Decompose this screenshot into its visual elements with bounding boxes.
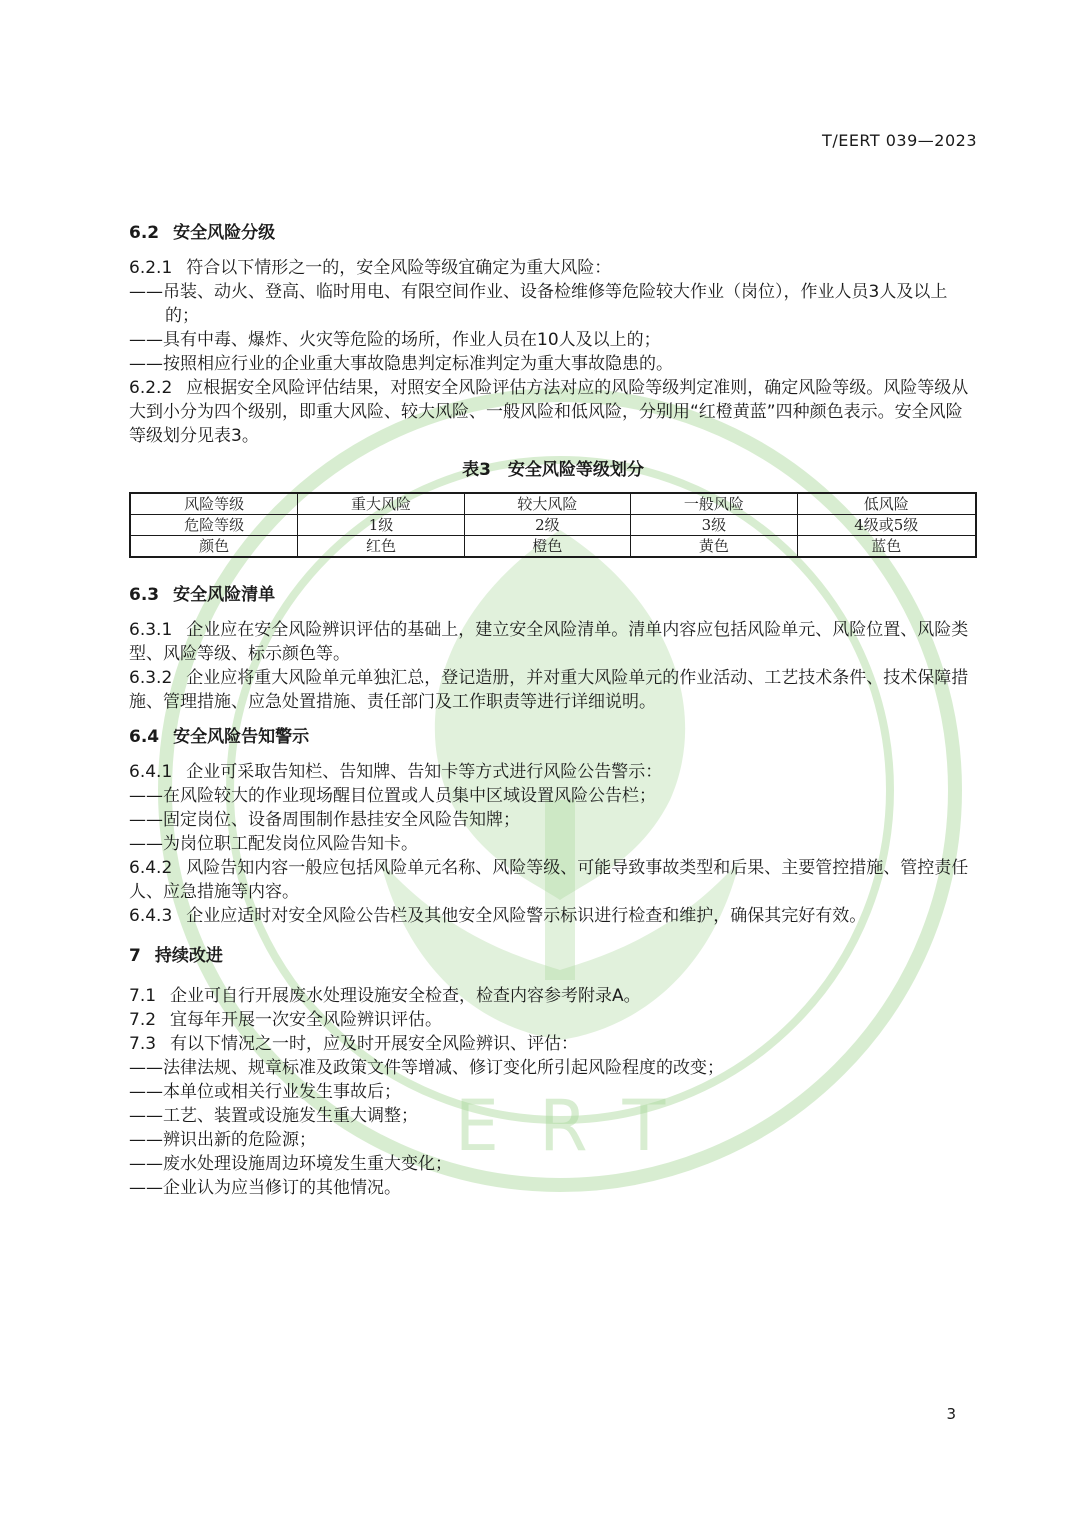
- table-row-header: 颜色: [130, 536, 298, 558]
- clause-7-3: [129, 1032, 977, 1056]
- table-row: [130, 536, 976, 558]
- clause-text: 企业可采取告知栏、告知牌、告知卡等方式进行风险公告警示：: [186, 762, 663, 782]
- clause-text: 应根据安全风险评估结果，对照安全风险评估方法对应的风险等级判定准则，确定风险等级。风险等级从大到小分为四个级别，即重大风险、较大风险、一般风险和低风险，分别用“红橙黄蓝”四种颜色表示。安全风险等级划分见表3。: [129, 378, 969, 446]
- clause-text: 企业应适时对安全风险公告栏及其他安全风险警示标识进行检查和维护，确保其完好有效。: [186, 906, 867, 926]
- section-title: 安全风险分级: [173, 223, 276, 243]
- list-item: ——企业认为应当修订的其他情况。: [129, 1178, 401, 1198]
- table-cell: 重大风险: [298, 493, 464, 515]
- table-cell: 橙色: [464, 536, 630, 558]
- risk-level-table: [129, 492, 977, 558]
- list-item: ——固定岗位、设备周围制作悬挂安全风险告知牌；: [129, 810, 520, 830]
- clause-number: 6.2.2: [129, 378, 173, 398]
- table-cell: 较大风险: [464, 493, 630, 515]
- document-number: T/EERT 039—2023: [822, 131, 977, 150]
- table-row-header: 风险等级: [130, 493, 298, 515]
- section-number: 6.3: [129, 585, 160, 605]
- list-item: ——具有中毒、爆炸、火灾等危险的场所，作业人员在10人及以上的；: [129, 330, 661, 350]
- section-number: 6.2: [129, 223, 160, 243]
- section-title: 安全风险告知警示: [173, 727, 310, 747]
- clause-number: 6.2.1: [129, 258, 173, 278]
- table-row: [130, 515, 976, 536]
- table-cell: 红色: [298, 536, 464, 558]
- list-item: ——为岗位职工配发岗位风险告知卡。: [129, 834, 418, 854]
- list-item: ——法律法规、规章标准及政策文件等增减、修订变化所引起风险程度的改变；: [129, 1058, 724, 1078]
- section-number: 7: [129, 946, 141, 966]
- table-cell: 黄色: [631, 536, 797, 558]
- list-item: ——工艺、装置或设施发生重大调整；: [129, 1106, 418, 1126]
- clause-number: 7.1: [129, 986, 157, 1006]
- list-item: ——按照相应行业的企业重大事故隐患判定标准判定为重大事故隐患的。: [129, 354, 673, 374]
- clause-6-4-2: [129, 856, 977, 904]
- table-caption: 表3 安全风险等级划分: [462, 460, 644, 480]
- clause-7-2: [129, 1008, 977, 1032]
- table-row-header: 危险等级: [130, 515, 298, 536]
- clause-7-1: [129, 984, 977, 1008]
- page-body: [129, 217, 977, 1200]
- table-cell: 1级: [298, 515, 464, 536]
- clause-number: 6.4.3: [129, 906, 173, 926]
- page-number: 3: [946, 1405, 956, 1423]
- section-6-3-heading: [129, 581, 977, 609]
- table-cell: 蓝色: [797, 536, 976, 558]
- table-cell: 4级或5级: [797, 515, 976, 536]
- clause-number: 7.2: [129, 1010, 157, 1030]
- table-cell: 低风险: [797, 493, 976, 515]
- clause-6-3-2: [129, 666, 977, 714]
- clause-6-2-2: [129, 376, 977, 448]
- clause-text: 符合以下情形之一的，安全风险等级宜确定为重大风险：: [186, 258, 612, 278]
- list-item: ——本单位或相关行业发生事故后；: [129, 1082, 401, 1102]
- section-number: 6.4: [129, 727, 160, 747]
- clause-text: 企业应在安全风险辨识评估的基础上，建立安全风险清单。清单内容应包括风险单元、风险位置、风险类型、风险等级、标示颜色等。: [129, 620, 969, 664]
- section-title: 安全风险清单: [173, 585, 276, 605]
- list-item: ——吊装、动火、登高、临时用电、有限空间作业、设备检维修等危险较大作业（岗位），作业人员3人及以上的；: [129, 282, 948, 326]
- table-cell: 一般风险: [631, 493, 797, 515]
- table-row: [130, 493, 976, 515]
- clause-text: 企业应将重大风险单元单独汇总，登记造册，并对重大风险单元的作业活动、工艺技术条件、技术保障措施、管理措施、应急处置措施、责任部门及工作职责等进行详细说明。: [129, 668, 969, 712]
- clause-6-3-1: [129, 618, 977, 666]
- section-7-heading: [129, 942, 977, 970]
- list-item: ——在风险较大的作业现场醒目位置或人员集中区域设置风险公告栏；: [129, 786, 656, 806]
- section-6-4-heading: [129, 723, 977, 751]
- list-item: ——废水处理设施周边环境发生重大变化；: [129, 1154, 452, 1174]
- clause-number: 6.4.2: [129, 858, 173, 878]
- clause-number: 7.3: [129, 1034, 157, 1054]
- section-6-2-heading: [129, 219, 977, 247]
- clause-text: 宜每年开展一次安全风险辨识评估。: [170, 1010, 443, 1030]
- table-cell: 2级: [464, 515, 630, 536]
- clause-6-4-3: [129, 904, 977, 928]
- clause-text: 有以下情况之一时，应及时开展安全风险辨识、评估：: [170, 1034, 579, 1054]
- clause-number: 6.4.1: [129, 762, 173, 782]
- clause-text: 风险告知内容一般应包括风险单元名称、风险等级、可能导致事故类型和后果、主要管控措施、管控责任人、应急措施等内容。: [129, 858, 969, 902]
- table-cell: 3级: [631, 515, 797, 536]
- clause-6-4-1: [129, 760, 977, 784]
- list-item: ——辨识出新的危险源；: [129, 1130, 316, 1150]
- watermark-text: ERT: [454, 1085, 706, 1167]
- clause-number: 6.3.2: [129, 668, 173, 688]
- clause-text: 企业可自行开展废水处理设施安全检查，检查内容参考附录A。: [170, 986, 641, 1006]
- section-title: 持续改进: [154, 946, 223, 966]
- clause-number: 6.3.1: [129, 620, 173, 640]
- clause-6-2-1: [129, 256, 977, 280]
